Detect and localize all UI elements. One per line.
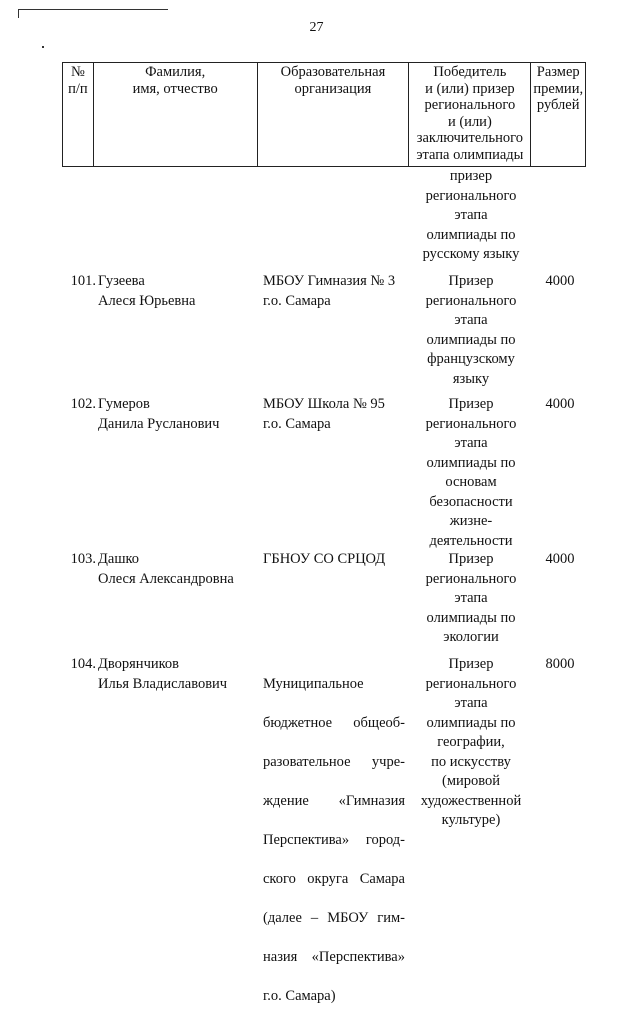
page-number: 27 — [309, 20, 324, 35]
header-award: Победитель и (или) призер регионального и (или) заключительного этапа олимпиады — [409, 63, 531, 166]
row-number: 103. — [70, 551, 96, 567]
organization-line: разовательное учре- — [263, 753, 405, 770]
full-name: Дворянчиков Илья Владиславович — [98, 656, 228, 692]
scan-mark-left — [18, 9, 19, 18]
full-name: Гумеров Данила Русланович — [98, 396, 220, 432]
organization: МБОУ Гимназия № 3 г.о. Самара — [263, 273, 396, 309]
organization-line: бюджетное общеоб- — [263, 714, 405, 731]
organization: МБОУ Школа № 95 г.о. Самара — [263, 396, 385, 432]
prize-amount: 4000 — [545, 273, 575, 289]
award: Призер регионального этапа олимпиады по географии, по искусству (мировой художественной культуре) — [420, 656, 522, 828]
row-number: 104. — [70, 656, 96, 672]
row-number: 102. — [70, 396, 96, 412]
award: Призер регионального этапа олимпиады по французскому языку — [425, 273, 517, 387]
table-header — [62, 62, 586, 167]
prize-amount: 4000 — [545, 396, 575, 412]
organization-line: ского округа Самара — [263, 870, 405, 887]
header-prize: Размер премии, рублей — [533, 64, 584, 113]
organization-line: Муниципальное — [263, 675, 364, 692]
award: Призер регионального этапа олимпиады по основам безопасности жизне- деятельности — [425, 396, 517, 549]
prize-amount: 8000 — [545, 656, 575, 672]
prize-amount: 4000 — [545, 551, 575, 567]
award: Призер регионального этапа олимпиады по экологии — [425, 551, 517, 645]
organization-line: назия «Перспектива» — [263, 948, 405, 965]
organization: ГБНОУ СО СРЦОД — [263, 551, 386, 567]
header-number: № п/п — [63, 63, 94, 166]
continued-award-text: призер регионального этапа олимпиады по русскому языку — [422, 168, 520, 262]
header-full-name: Фамилия, имя, отчество — [94, 63, 258, 166]
row-number: 101. — [70, 273, 96, 289]
organization-line: ждение «Гимназия — [263, 792, 405, 809]
organization — [263, 655, 405, 1026]
organization-line: (далее – МБОУ гим- — [263, 909, 405, 926]
organization-line: Перспектива» город- — [263, 831, 405, 848]
header-organization: Образовательная организация — [258, 63, 410, 166]
organization-line: г.о. Самара) — [263, 987, 336, 1004]
scan-mark-top — [18, 9, 168, 10]
scan-dot — [42, 46, 44, 48]
full-name: Гузеева Алеся Юрьевна — [98, 273, 196, 309]
full-name: Дашко Олеся Александровна — [98, 551, 234, 587]
